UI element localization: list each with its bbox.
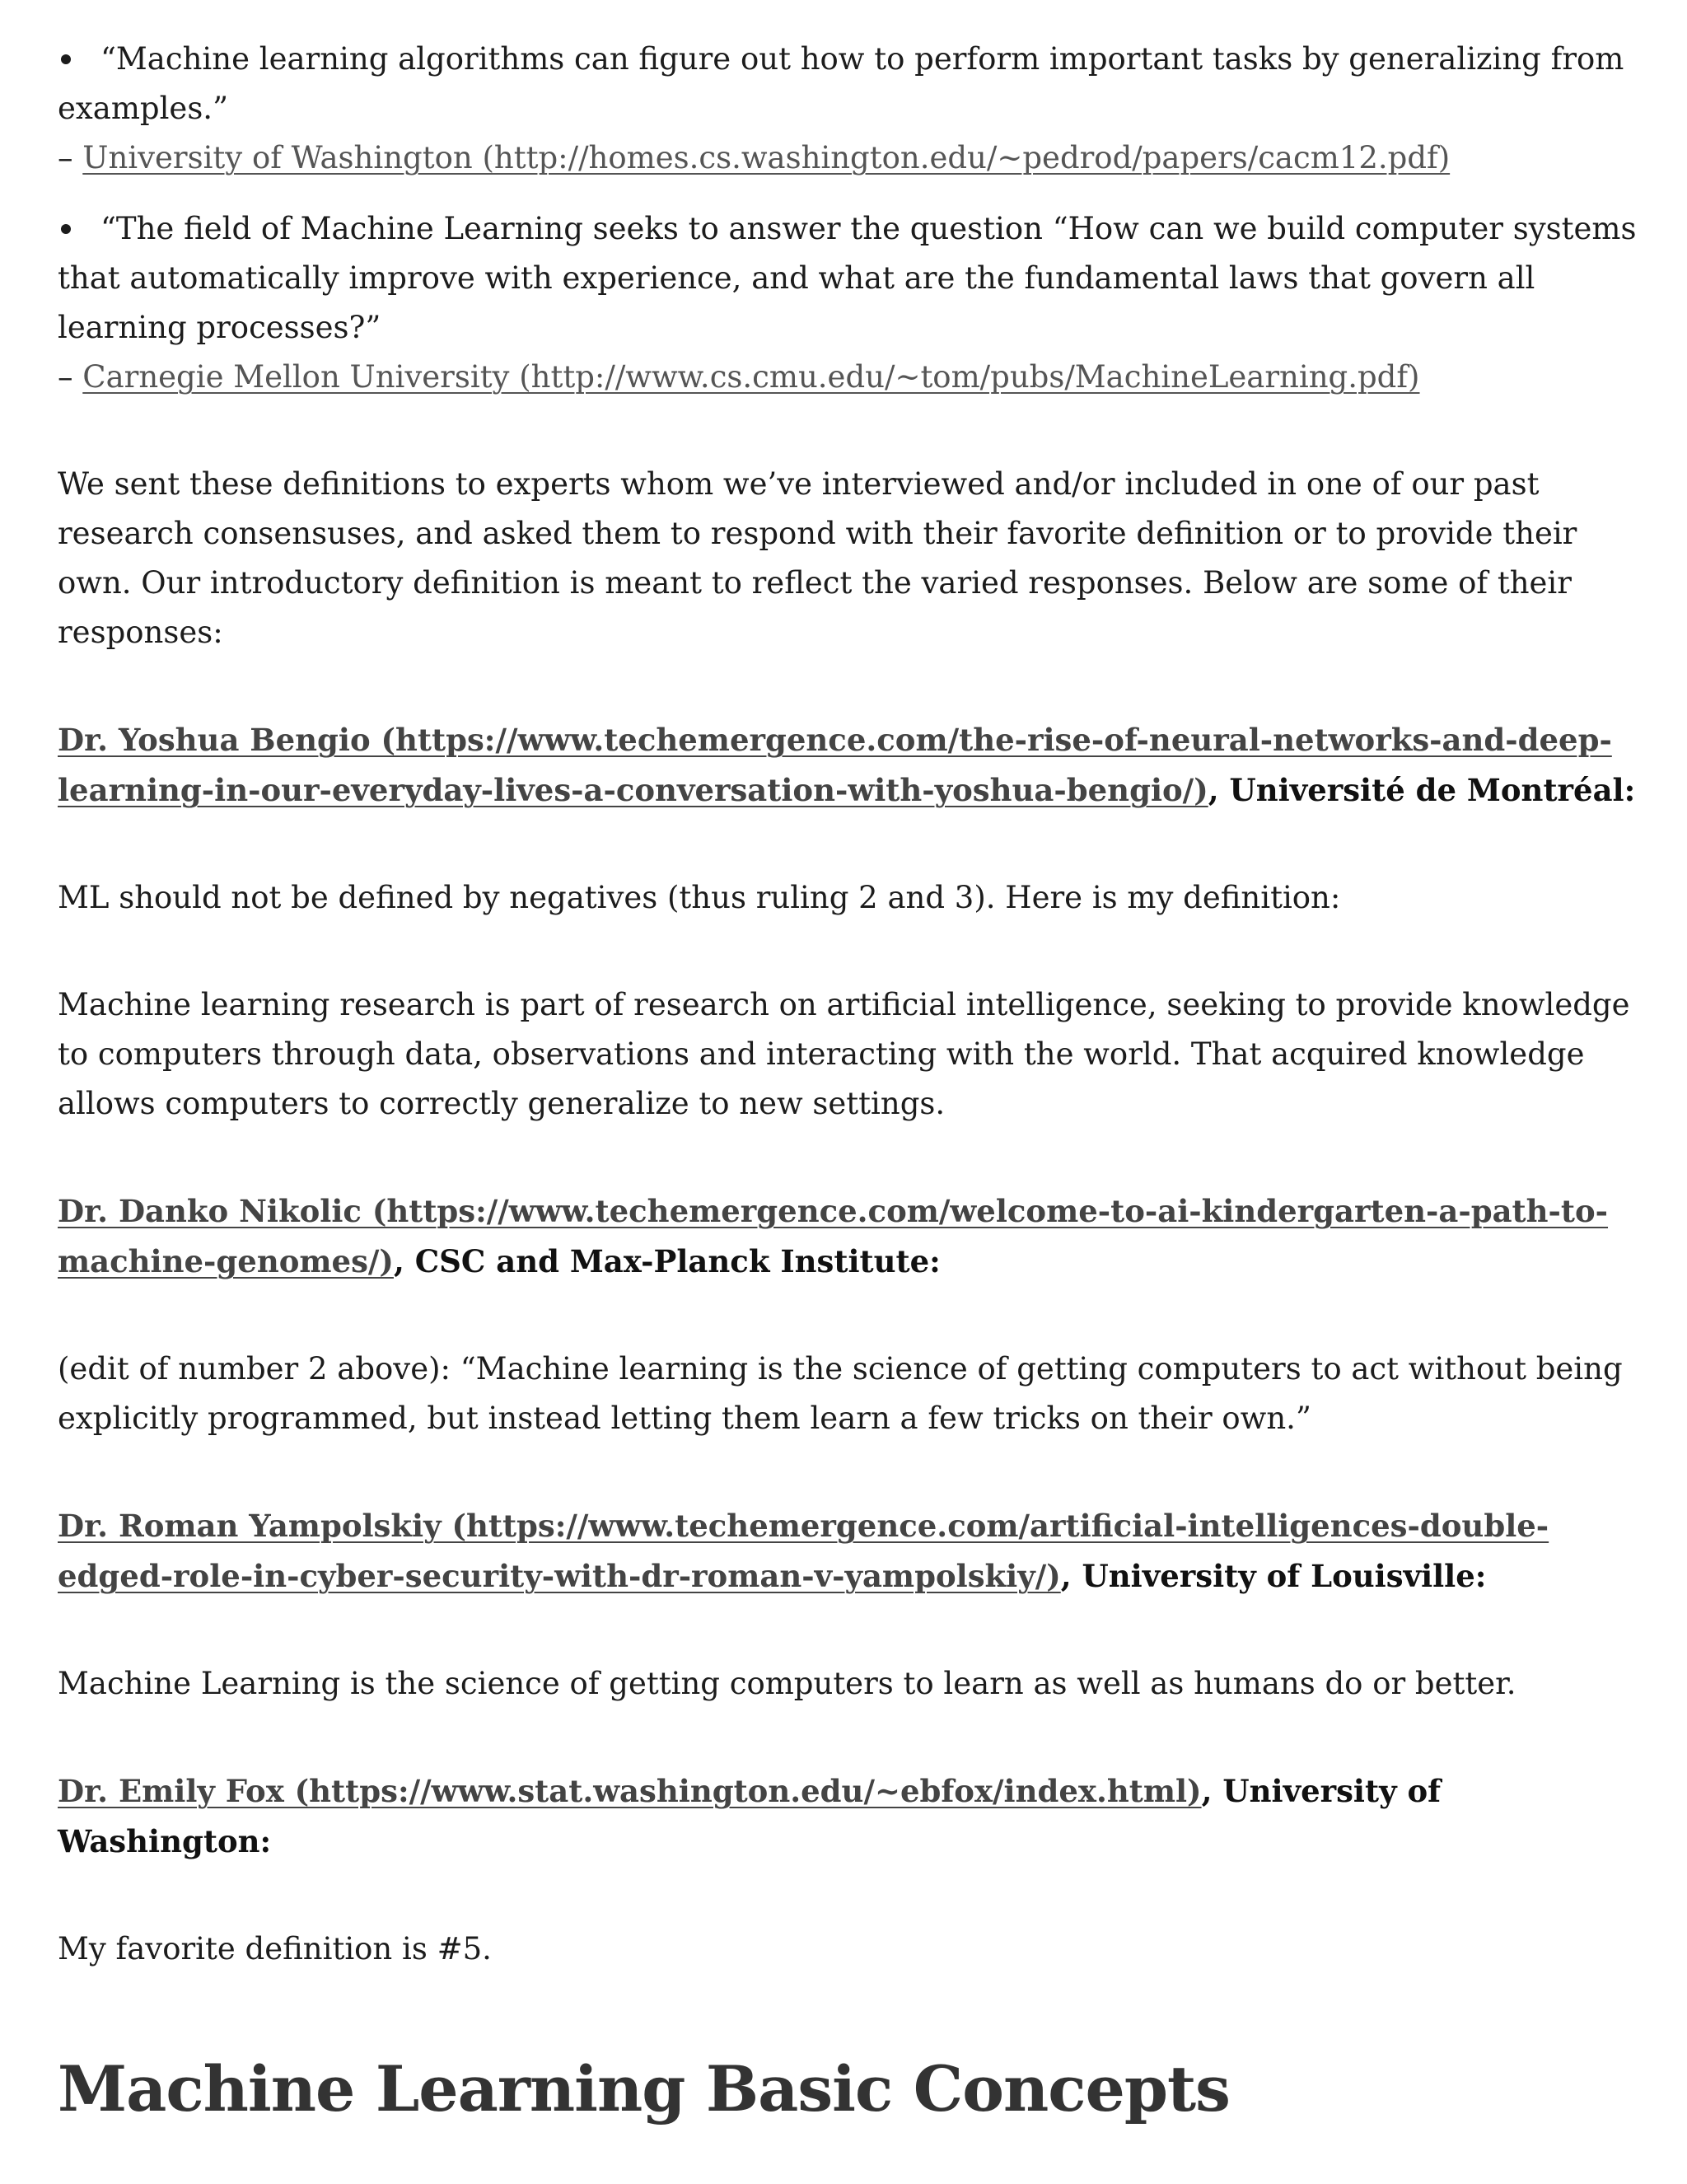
intro-paragraph: We sent these definitions to experts whom we’ve interviewed and/or included in one of our past research consensuses, and asked them to respond with their favorite definition or to provide their own. Our introductory definition is meant to reflect the varied responses. Below are some of their responses: — [58, 466, 1577, 650]
expert-heading-yampolskiy — [58, 1501, 1647, 1602]
article-body — [58, 0, 1647, 2126]
source-link-cmu[interactable]: Carnegie Mellon University (http://www.cs.cmu.edu/~tom/pubs/MachineLearning.pdf) — [82, 359, 1420, 395]
expert-affiliation: , Université de Montréal: — [1208, 772, 1636, 808]
section-heading: Machine Learning Basic Concepts — [58, 2052, 1230, 2126]
bullet-marker — [61, 224, 71, 234]
expert-link-nikolic[interactable]: Dr. Danko Nikolic (https://www.techemergence.com/welcome-to-ai-kindergarten-a-path-to-machine-genomes/) — [58, 1193, 1609, 1279]
expert-link-bengio[interactable]: Dr. Yoshua Bengio (https://www.techemergence.com/the-rise-of-neural-networks-and-deep-learning-in-our-everyday-lives-a-conversation-with-yoshua-bengio/) — [58, 722, 1612, 808]
expert-response: ML should not be defined by negatives (thus ruling 2 and 3). Here is my definition: — [58, 880, 1341, 915]
quote-bullet-uw — [58, 35, 1647, 183]
quote-text: “Machine learning algorithms can figure out how to perform important tasks by generalizing from examples.” — [58, 41, 1624, 126]
expert-heading-fox — [58, 1766, 1647, 1867]
expert-response: My favorite definition is #5. — [58, 1931, 492, 1967]
expert-response: Machine learning research is part of research on artificial intelligence, seeking to provide knowledge to computers through data, observations and interacting with the world. That acquired knowledge allows computers to correctly generalize to new settings. — [58, 987, 1630, 1121]
attribution-dash: – — [58, 359, 83, 395]
attribution-dash: – — [58, 140, 83, 175]
expert-response: Machine Learning is the science of getting computers to learn as well as humans do or better. — [58, 1666, 1516, 1701]
source-link-uw[interactable]: University of Washington (http://homes.cs.washington.edu/~pedrod/papers/cacm12.pdf) — [82, 140, 1451, 175]
expert-link-fox[interactable]: Dr. Emily Fox (https://www.stat.washington.edu/~ebfox/index.html) — [58, 1773, 1202, 1809]
expert-affiliation: , CSC and Max-Planck Institute: — [393, 1243, 941, 1279]
quote-text: “The field of Machine Learning seeks to answer the question “How can we build computer systems that automatically improve with experience, and what are the fundamental laws that govern all learning processes?” — [58, 211, 1637, 345]
expert-heading-nikolic — [58, 1186, 1647, 1287]
expert-affiliation: , University of Washington: — [58, 1773, 1442, 1859]
expert-link-yampolskiy[interactable]: Dr. Roman Yampolskiy (https://www.techemergence.com/artificial-intelligences-double-edged-role-in-cyber-security-with-dr-roman-v-yampolskiy/) — [58, 1508, 1549, 1594]
expert-affiliation: , University of Louisville: — [1060, 1558, 1487, 1594]
bullet-marker — [61, 54, 71, 64]
quote-bullet-cmu — [58, 204, 1647, 402]
expert-heading-bengio — [58, 715, 1647, 816]
expert-response: (edit of number 2 above): “Machine learning is the science of getting computers to act without being explicitly programmed, but instead letting them learn a few tricks on their own.” — [58, 1351, 1623, 1436]
